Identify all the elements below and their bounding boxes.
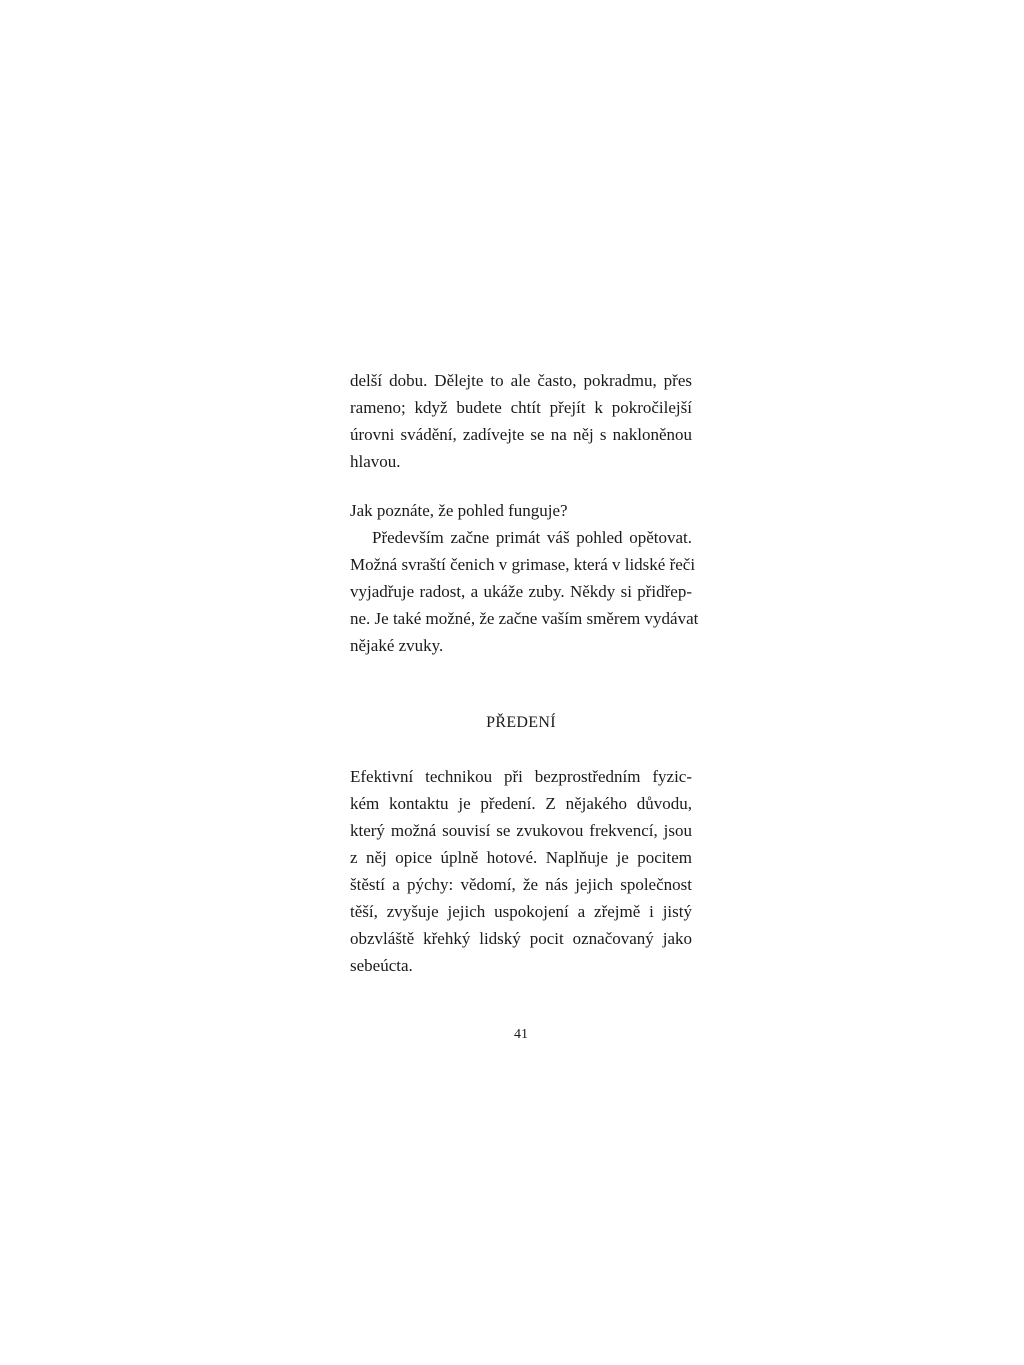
- text-line: nějaké zvuky.: [350, 636, 444, 655]
- page-number: 41: [514, 1027, 528, 1042]
- text-line: štěstí a pýchy: vědomí, že nás jejich společnost: [350, 875, 692, 894]
- text-line: úrovni svádění, zadívejte se na něj s nakloněnou: [350, 425, 692, 444]
- text-line: sebeúcta.: [350, 956, 413, 975]
- paragraph-question: [350, 497, 699, 659]
- text-line: který možná souvisí se zvukovou frekvencí, jsou: [350, 821, 692, 840]
- text-line: Jak poznáte, že pohled funguje?: [350, 501, 568, 520]
- text-line: delší dobu. Dělejte to ale často, pokradmu, přes: [350, 371, 692, 390]
- text-line: Možná svraští čenich v grimase, která v lidské řeči: [350, 555, 696, 574]
- text-line: z něj opice úplně hotové. Naplňuje je pocitem: [350, 848, 692, 867]
- section-heading: PŘEDENÍ: [486, 714, 556, 731]
- text-line: Efektivní technikou při bezprostředním fyzic-: [350, 767, 692, 786]
- text-line: ne. Je také možné, že začne vaším směrem vydávat: [350, 609, 699, 628]
- text-line: hlavou.: [350, 452, 401, 471]
- text-line: rameno; když budete chtít přejít k pokročilejší: [350, 398, 692, 417]
- text-line: vyjadřuje radost, a ukáže zuby. Někdy si přidřep-: [350, 582, 692, 601]
- paragraph-section: [350, 763, 692, 979]
- text-line: kém kontaktu je předení. Z nějakého důvodu,: [350, 794, 692, 813]
- text-line: obzvláště křehký lidský pocit označovaný jako: [350, 929, 692, 948]
- paragraph-continuation: [350, 367, 692, 475]
- text-line: Především začne primát váš pohled opětovat.: [372, 528, 692, 547]
- text-line: těší, zvyšuje jejich uspokojení a zřejmě i jistý: [350, 902, 692, 921]
